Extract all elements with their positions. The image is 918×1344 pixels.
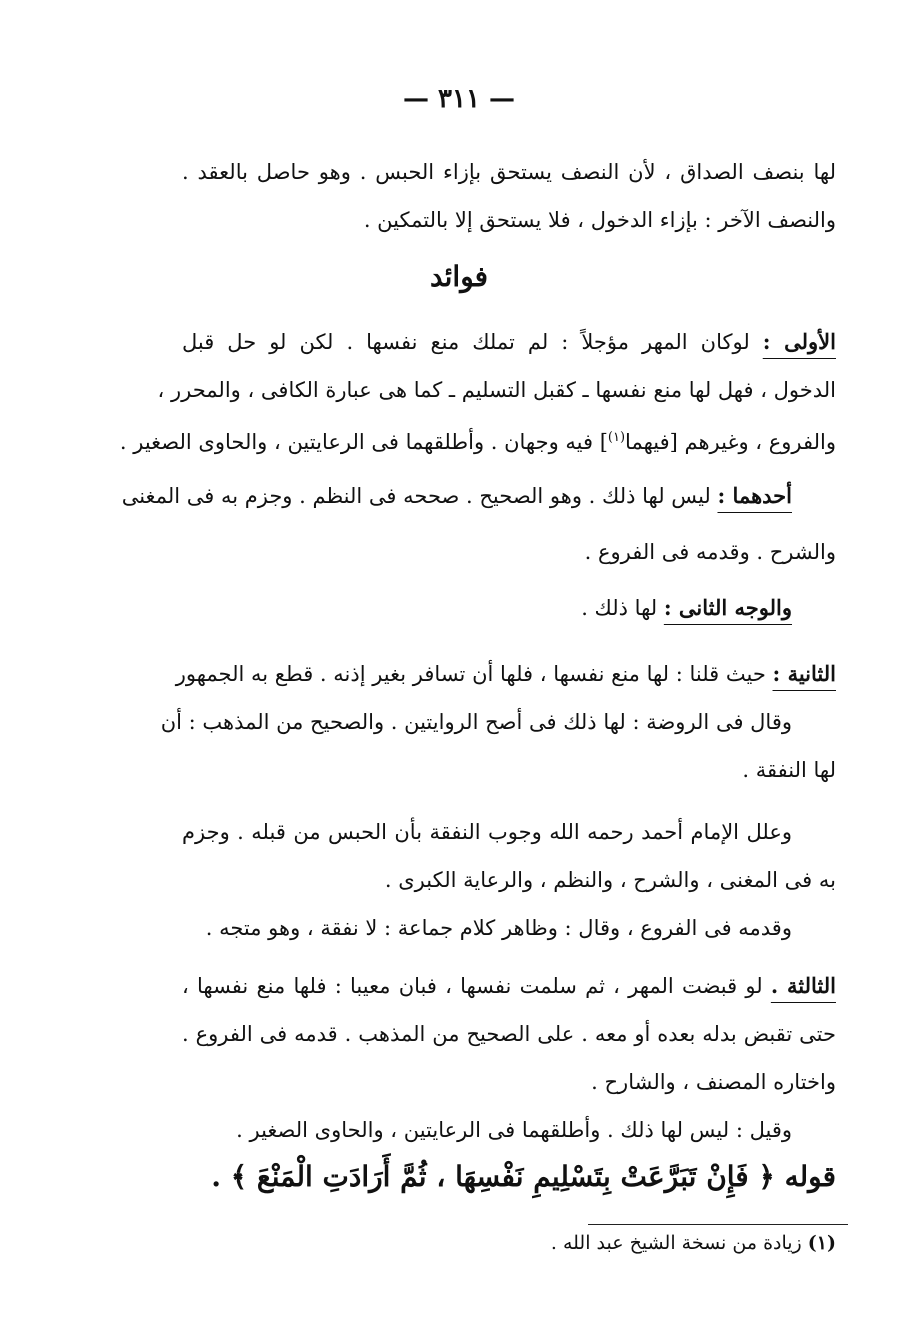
text-line: والشرح . وقدمه فى الفروع . bbox=[584, 540, 836, 564]
text-line bbox=[182, 318, 836, 366]
footnote bbox=[436, 1232, 836, 1254]
text-line bbox=[182, 584, 836, 632]
text-line: والنصف الآخر : بإزاء الدخول ، فلا يستحق إلا بالتمكين . bbox=[363, 208, 836, 232]
section-heading: فوائد bbox=[429, 260, 489, 293]
footnote-text: زيادة من نسخة الشيخ عبد الله . bbox=[550, 1232, 808, 1254]
text-line: حتى تقبض بدله بعده أو معه . على الصحيح من المذهب . قدمه فى الفروع . bbox=[182, 1022, 836, 1046]
quote-label: قوله bbox=[784, 1160, 836, 1193]
quote-text: ﴿ فَإِنْ تَبَرَّعَتْ بِتَسْلِيمِ نَفْسِهَا ، ثُمَّ أَرَادَتِ الْمَنْعَ ﴾ . bbox=[211, 1160, 775, 1193]
text-run: ] فيه وجهان . وأطلقهما فى الرعايتين ، والحاوى الصغير . bbox=[119, 430, 608, 454]
footnote-divider bbox=[588, 1224, 848, 1225]
text-run: والفروع ، وغيرهم [فيهما bbox=[625, 430, 836, 454]
text-line: الدخول ، فهل لها منع نفسها ـ كقبل التسليم ـ كما هى عبارة الكافى ، والمحرر ، bbox=[157, 378, 836, 402]
quoted-verse bbox=[211, 1160, 836, 1193]
second-opinion-paragraph bbox=[182, 584, 836, 632]
text-run: حيث قلنا : لها منع نفسها ، فلها أن تسافر بغير إذنه . قطع به الجمهور bbox=[175, 662, 773, 686]
footnote-reference[interactable]: (١) bbox=[607, 430, 626, 445]
point-keyword: الأولى : bbox=[762, 329, 836, 354]
point-keyword: الثالثة . bbox=[770, 973, 836, 998]
text-line: وقدمه فى الفروع ، وقال : وظاهر كلام جماعة : لا نفقة ، وهو متجه . bbox=[205, 916, 792, 940]
text-line: وعلل الإمام أحمد رحمه الله وجوب النفقة بأن الحبس من قبله . وجزم bbox=[182, 820, 792, 844]
text-line: وقال فى الروضة : لها ذلك فى أصح الروايتين . والصحيح من المذهب : أن bbox=[160, 710, 792, 734]
third-point-paragraph bbox=[182, 962, 836, 1154]
text-run: لوكان المهر مؤجلاً : لم تملك منع نفسها . لكن لو حل قبل bbox=[182, 330, 763, 354]
text-run: ليس لها ذلك . وهو الصحيح . صححه فى النظم . وجزم به فى المغنى bbox=[121, 484, 718, 508]
imam-paragraph bbox=[182, 808, 836, 952]
opinion-keyword: والوجه الثانى : bbox=[663, 595, 792, 620]
text-line: لها بنصف الصداق ، لأن النصف يستحق بإزاء الحبس . وهو حاصل بالعقد . bbox=[182, 160, 836, 184]
point-keyword: الثانية : bbox=[772, 661, 836, 686]
page-number: — ٣١١ — bbox=[402, 84, 516, 114]
intro-paragraph bbox=[182, 148, 836, 244]
text-line bbox=[119, 414, 836, 462]
first-point-paragraph bbox=[119, 318, 836, 462]
footnote-number: (١) bbox=[807, 1232, 836, 1254]
text-run: لها ذلك . bbox=[581, 596, 664, 620]
text-line: واختاره المصنف ، والشارح . bbox=[591, 1070, 836, 1094]
second-point-paragraph bbox=[160, 650, 836, 794]
text-line bbox=[121, 472, 836, 520]
first-opinion-paragraph bbox=[121, 472, 836, 576]
opinion-keyword: أحدهما : bbox=[717, 483, 792, 508]
text-line: به فى المغنى ، والشرح ، والنظم ، والرعاية الكبرى . bbox=[384, 868, 836, 892]
text-line: لها النفقة . bbox=[742, 758, 836, 782]
text-line: وقيل : ليس لها ذلك . وأطلقهما فى الرعايتين ، والحاوى الصغير . bbox=[236, 1118, 792, 1142]
text-run: لو قبضت المهر ، ثم سلمت نفسها ، فبان معيبا : فلها منع نفسها ، bbox=[182, 974, 771, 998]
text-line bbox=[175, 650, 836, 698]
text-line bbox=[182, 962, 836, 1010]
